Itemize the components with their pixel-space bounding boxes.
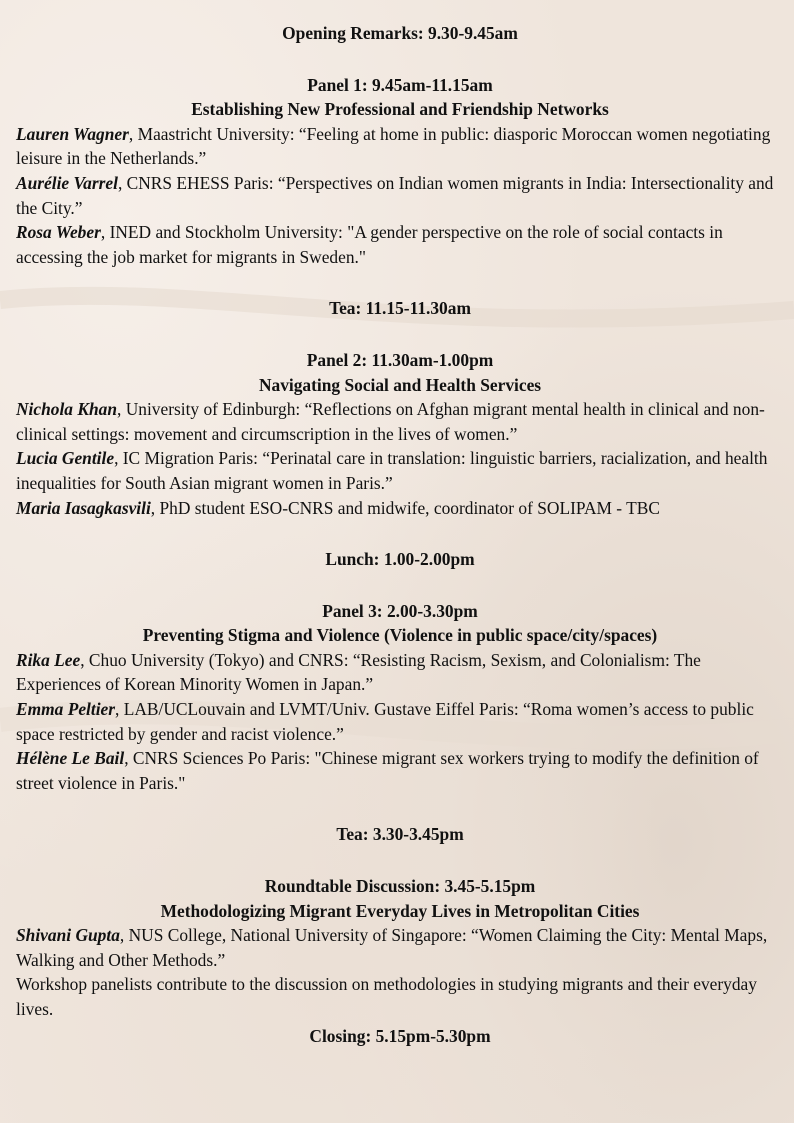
closing: Closing: 5.15pm-5.30pm — [309, 1025, 491, 1046]
roundtable-note: Workshop panelists contribute to the discussion on methodologies in studying migrants and their everyday lives. — [16, 974, 757, 1019]
speaker-name: Lauren Wagner — [16, 123, 129, 144]
panel-1-title: Establishing New Professional and Friendship Networks — [191, 99, 609, 120]
roundtable-title: Methodologizing Migrant Everyday Lives in Metropolitan Cities — [160, 900, 640, 921]
talk-details: , Maastricht University: “Feeling at home in public: diasporic Moroccan women negotiating leisure in the Netherlands.” — [16, 123, 771, 169]
speaker-name: Hélène Le Bail — [16, 748, 125, 769]
talk-details: , PhD student ESO-CNRS and midwife, coordinator of SOLIPAM - TBC — [150, 497, 660, 518]
talk-details: , CNRS Sciences Po Paris: "Chinese migrant sex workers trying to modify the definition of street violence in Paris." — [16, 748, 759, 793]
tea-break-1: Tea: 11.15-11.30am — [329, 298, 471, 319]
talk-entry — [16, 220, 784, 269]
speaker-name: Maria Iasagkasvili — [16, 497, 151, 518]
talk-entry — [16, 496, 784, 521]
talk-entry — [16, 397, 784, 446]
speaker-name: Emma Peltier — [16, 699, 116, 720]
speaker-name: Rika Lee — [16, 649, 81, 670]
panel-2-title: Navigating Social and Health Services — [258, 374, 542, 395]
lunch-break: Lunch: 1.00-2.00pm — [325, 549, 475, 570]
speaker-name: Lucia Gentile — [16, 448, 115, 469]
programme-document — [16, 21, 784, 1048]
talk-details: , IC Migration Paris: “Perinatal care in translation: linguistic barriers, racialization, and health inequalities for South Asian migrant women in Paris.” — [16, 448, 768, 493]
speaker-name: Rosa Weber — [16, 222, 101, 243]
panel-3-time: Panel 3: 2.00-3.30pm — [322, 600, 478, 621]
panel-1-section — [16, 73, 784, 270]
panel-1-time: Panel 1: 9.45am-11.15am — [307, 74, 493, 95]
talk-entry — [16, 923, 784, 972]
talk-entry — [16, 446, 784, 495]
opening-remarks: Opening Remarks: 9.30-9.45am — [282, 23, 518, 43]
talk-details: , INED and Stockholm University: "A gender perspective on the role of social contacts in accessing the job market for migrants in Sweden." — [16, 222, 723, 267]
speaker-name: Shivani Gupta — [16, 925, 120, 946]
panel-3-title: Preventing Stigma and Violence (Violence in public space/city/spaces) — [142, 625, 658, 646]
talk-details: , LAB/UCLouvain and LVMT/Univ. Gustave Eiffel Paris: “Roma women’s access to public space restricted by gender and racist violence.” — [16, 699, 754, 744]
speaker-name: Aurélie Varrel — [16, 172, 118, 193]
talk-details: , University of Edinburgh: “Reflections on Afghan migrant mental health in clinical and non-clinical settings: movement and circumscription in the lives of women.” — [16, 399, 765, 444]
talk-details: , NUS College, National University of Singapore: “Women Claiming the City: Mental Maps, Walking and Other Methods.” — [16, 925, 768, 970]
talk-entry — [16, 122, 784, 171]
talk-entry — [16, 171, 784, 220]
talk-entry — [16, 746, 784, 795]
panel-2-time: Panel 2: 11.30am-1.00pm — [306, 349, 494, 370]
roundtable-section — [16, 874, 784, 1022]
panel-3-section — [16, 599, 784, 796]
talk-entry — [16, 648, 784, 697]
roundtable-time: Roundtable Discussion: 3.45-5.15pm — [264, 876, 536, 897]
talk-entry — [16, 697, 784, 746]
panel-2-section — [16, 348, 784, 520]
talk-details: , Chuo University (Tokyo) and CNRS: “Resisting Racism, Sexism, and Colonialism: The Experiences of Korean Minority Women in Japan.” — [16, 649, 701, 695]
talk-details: , CNRS EHESS Paris: “Perspectives on Indian women migrants in India: Intersectionality and the City.” — [16, 172, 774, 218]
speaker-name: Nichola Khan — [16, 399, 117, 420]
tea-break-2: Tea: 3.30-3.45pm — [336, 824, 464, 845]
